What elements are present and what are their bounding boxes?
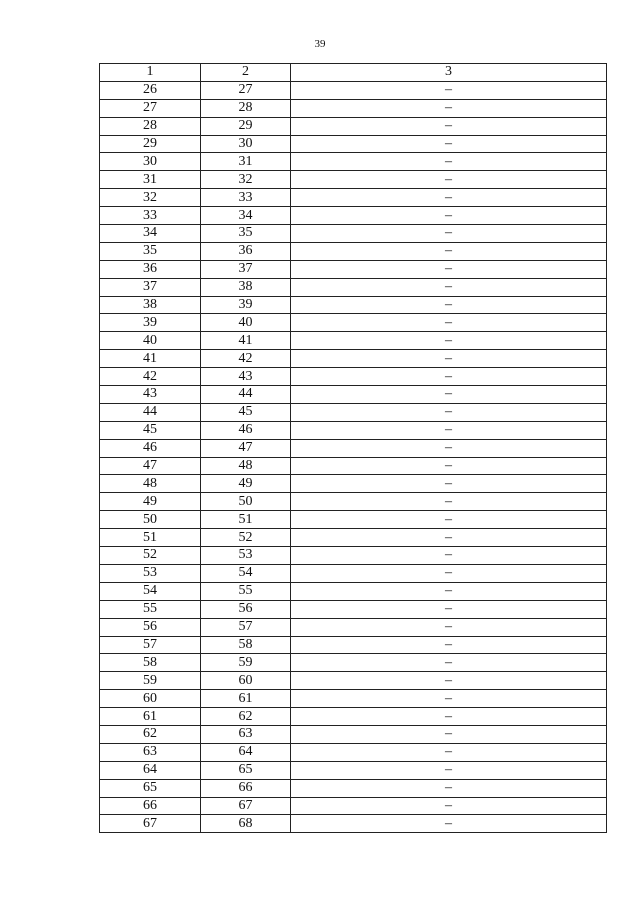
table-cell-col-2: 53 [201, 547, 291, 565]
table-cell-col-2: 59 [201, 654, 291, 672]
table-cell-col-1: 60 [100, 690, 201, 708]
table-cell-col-1: 54 [100, 582, 201, 600]
table-row [100, 529, 607, 547]
table-cell-col-2: 57 [201, 618, 291, 636]
table-row [100, 511, 607, 529]
table-cell-col-3: – [291, 618, 607, 636]
table-row [100, 153, 607, 171]
table-cell-col-2: 32 [201, 171, 291, 189]
table-row [100, 368, 607, 386]
table-cell-col-3: – [291, 314, 607, 332]
table-cell-col-3: – [291, 743, 607, 761]
table-cell-col-3: – [291, 207, 607, 225]
table-cell-col-2: 40 [201, 314, 291, 332]
table-cell-col-1: 35 [100, 242, 201, 260]
table-cell-col-3: – [291, 582, 607, 600]
table-cell-col-1: 61 [100, 708, 201, 726]
table-cell-col-2: 49 [201, 475, 291, 493]
table-row [100, 743, 607, 761]
table-cell-col-3: – [291, 547, 607, 565]
table-row [100, 225, 607, 243]
table-cell-col-3: – [291, 99, 607, 117]
table-cell-col-2: 31 [201, 153, 291, 171]
table-cell-col-1: 62 [100, 725, 201, 743]
table-row [100, 386, 607, 404]
table-cell-col-3: – [291, 636, 607, 654]
table-cell-col-2: 34 [201, 207, 291, 225]
table-cell-col-2: 48 [201, 457, 291, 475]
table-cell-col-3: – [291, 439, 607, 457]
column-header-2: 2 [201, 64, 291, 82]
table-cell-col-3: – [291, 725, 607, 743]
table-cell-col-3: – [291, 153, 607, 171]
table-cell-col-1: 36 [100, 260, 201, 278]
table-cell-col-2: 50 [201, 493, 291, 511]
table-cell-col-2: 66 [201, 779, 291, 797]
table-cell-col-1: 30 [100, 153, 201, 171]
table-cell-col-2: 67 [201, 797, 291, 815]
table-cell-col-2: 38 [201, 278, 291, 296]
table-cell-col-3: – [291, 690, 607, 708]
table-cell-col-3: – [291, 81, 607, 99]
table-cell-col-2: 44 [201, 386, 291, 404]
table-cell-col-2: 35 [201, 225, 291, 243]
table-cell-col-1: 45 [100, 421, 201, 439]
table-cell-col-2: 51 [201, 511, 291, 529]
table-cell-col-3: – [291, 278, 607, 296]
table-row [100, 81, 607, 99]
table-row [100, 600, 607, 618]
column-header-1: 1 [100, 64, 201, 82]
table-cell-col-3: – [291, 511, 607, 529]
table-row [100, 135, 607, 153]
table-cell-col-1: 39 [100, 314, 201, 332]
table-row [100, 421, 607, 439]
table-cell-col-2: 61 [201, 690, 291, 708]
table-cell-col-1: 59 [100, 672, 201, 690]
table-cell-col-3: – [291, 296, 607, 314]
table-body [100, 81, 607, 832]
table-cell-col-1: 37 [100, 278, 201, 296]
table-cell-col-1: 40 [100, 332, 201, 350]
table-cell-col-2: 54 [201, 564, 291, 582]
table-cell-col-1: 43 [100, 386, 201, 404]
table-row [100, 582, 607, 600]
table-cell-col-3: – [291, 797, 607, 815]
table-row [100, 171, 607, 189]
table-cell-col-3: – [291, 815, 607, 833]
table-cell-col-3: – [291, 225, 607, 243]
table-cell-col-3: – [291, 708, 607, 726]
table-row [100, 314, 607, 332]
table-cell-col-2: 45 [201, 403, 291, 421]
table-row [100, 690, 607, 708]
table-cell-col-1: 50 [100, 511, 201, 529]
table-row [100, 242, 607, 260]
table-cell-col-2: 56 [201, 600, 291, 618]
table-cell-col-1: 32 [100, 189, 201, 207]
table-row [100, 189, 607, 207]
table-cell-col-1: 53 [100, 564, 201, 582]
table-cell-col-3: – [291, 403, 607, 421]
table-cell-col-2: 62 [201, 708, 291, 726]
table-row [100, 654, 607, 672]
table-cell-col-3: – [291, 475, 607, 493]
table-cell-col-1: 46 [100, 439, 201, 457]
page-number: 39 [314, 38, 326, 50]
table-cell-col-1: 56 [100, 618, 201, 636]
table-cell-col-2: 60 [201, 672, 291, 690]
table-row [100, 708, 607, 726]
table-cell-col-2: 63 [201, 725, 291, 743]
table-cell-col-1: 48 [100, 475, 201, 493]
table-cell-col-2: 58 [201, 636, 291, 654]
table-cell-col-3: – [291, 117, 607, 135]
table-cell-col-2: 42 [201, 350, 291, 368]
table-cell-col-3: – [291, 171, 607, 189]
table-cell-col-2: 37 [201, 260, 291, 278]
table-cell-col-1: 57 [100, 636, 201, 654]
table-row [100, 564, 607, 582]
table-cell-col-1: 29 [100, 135, 201, 153]
table-cell-col-2: 55 [201, 582, 291, 600]
table-row [100, 260, 607, 278]
table-cell-col-3: – [291, 779, 607, 797]
data-table [99, 63, 607, 833]
table-cell-col-1: 65 [100, 779, 201, 797]
table-cell-col-1: 38 [100, 296, 201, 314]
table-cell-col-2: 46 [201, 421, 291, 439]
table-cell-col-2: 36 [201, 242, 291, 260]
table-cell-col-3: – [291, 761, 607, 779]
table-cell-col-1: 52 [100, 547, 201, 565]
table-cell-col-2: 39 [201, 296, 291, 314]
table-cell-col-2: 27 [201, 81, 291, 99]
table-cell-col-1: 28 [100, 117, 201, 135]
column-header-3: 3 [291, 64, 607, 82]
table-cell-col-1: 64 [100, 761, 201, 779]
table-cell-col-2: 29 [201, 117, 291, 135]
table-row [100, 636, 607, 654]
table-cell-col-2: 47 [201, 439, 291, 457]
table-row [100, 547, 607, 565]
table-row [100, 797, 607, 815]
table-cell-col-2: 30 [201, 135, 291, 153]
table-cell-col-1: 33 [100, 207, 201, 225]
table-row [100, 207, 607, 225]
table-cell-col-3: – [291, 242, 607, 260]
table-row [100, 761, 607, 779]
table-row [100, 493, 607, 511]
table-cell-col-1: 26 [100, 81, 201, 99]
table-cell-col-2: 43 [201, 368, 291, 386]
table-cell-col-1: 34 [100, 225, 201, 243]
table-cell-col-2: 68 [201, 815, 291, 833]
table-cell-col-2: 52 [201, 529, 291, 547]
table-cell-col-1: 27 [100, 99, 201, 117]
table-row [100, 815, 607, 833]
table-cell-col-3: – [291, 654, 607, 672]
table-cell-col-3: – [291, 332, 607, 350]
table-cell-col-3: – [291, 386, 607, 404]
table-cell-col-3: – [291, 672, 607, 690]
table-cell-col-1: 31 [100, 171, 201, 189]
table-cell-col-1: 51 [100, 529, 201, 547]
table-cell-col-3: – [291, 260, 607, 278]
table-header-row [100, 64, 607, 82]
table-row [100, 296, 607, 314]
table-row [100, 725, 607, 743]
table-row [100, 403, 607, 421]
table-cell-col-2: 28 [201, 99, 291, 117]
table-cell-col-3: – [291, 600, 607, 618]
table-cell-col-1: 66 [100, 797, 201, 815]
table-row [100, 618, 607, 636]
table-cell-col-1: 42 [100, 368, 201, 386]
table-cell-col-1: 63 [100, 743, 201, 761]
table-cell-col-3: – [291, 421, 607, 439]
table-row [100, 475, 607, 493]
table-cell-col-1: 44 [100, 403, 201, 421]
table-cell-col-2: 33 [201, 189, 291, 207]
table-cell-col-3: – [291, 529, 607, 547]
table-row [100, 672, 607, 690]
table-cell-col-1: 58 [100, 654, 201, 672]
table-row [100, 117, 607, 135]
table-row [100, 457, 607, 475]
table-row [100, 439, 607, 457]
table-cell-col-3: – [291, 189, 607, 207]
table-cell-col-1: 55 [100, 600, 201, 618]
table-cell-col-3: – [291, 493, 607, 511]
table-row [100, 278, 607, 296]
table-cell-col-1: 49 [100, 493, 201, 511]
table-cell-col-1: 67 [100, 815, 201, 833]
table-cell-col-3: – [291, 135, 607, 153]
table-row [100, 779, 607, 797]
table-cell-col-3: – [291, 564, 607, 582]
table-row [100, 99, 607, 117]
table-cell-col-3: – [291, 350, 607, 368]
table-row [100, 350, 607, 368]
table-row [100, 332, 607, 350]
table-cell-col-3: – [291, 457, 607, 475]
table-cell-col-2: 65 [201, 761, 291, 779]
table-cell-col-2: 64 [201, 743, 291, 761]
table-cell-col-1: 47 [100, 457, 201, 475]
table-cell-col-3: – [291, 368, 607, 386]
table-cell-col-2: 41 [201, 332, 291, 350]
table-cell-col-1: 41 [100, 350, 201, 368]
